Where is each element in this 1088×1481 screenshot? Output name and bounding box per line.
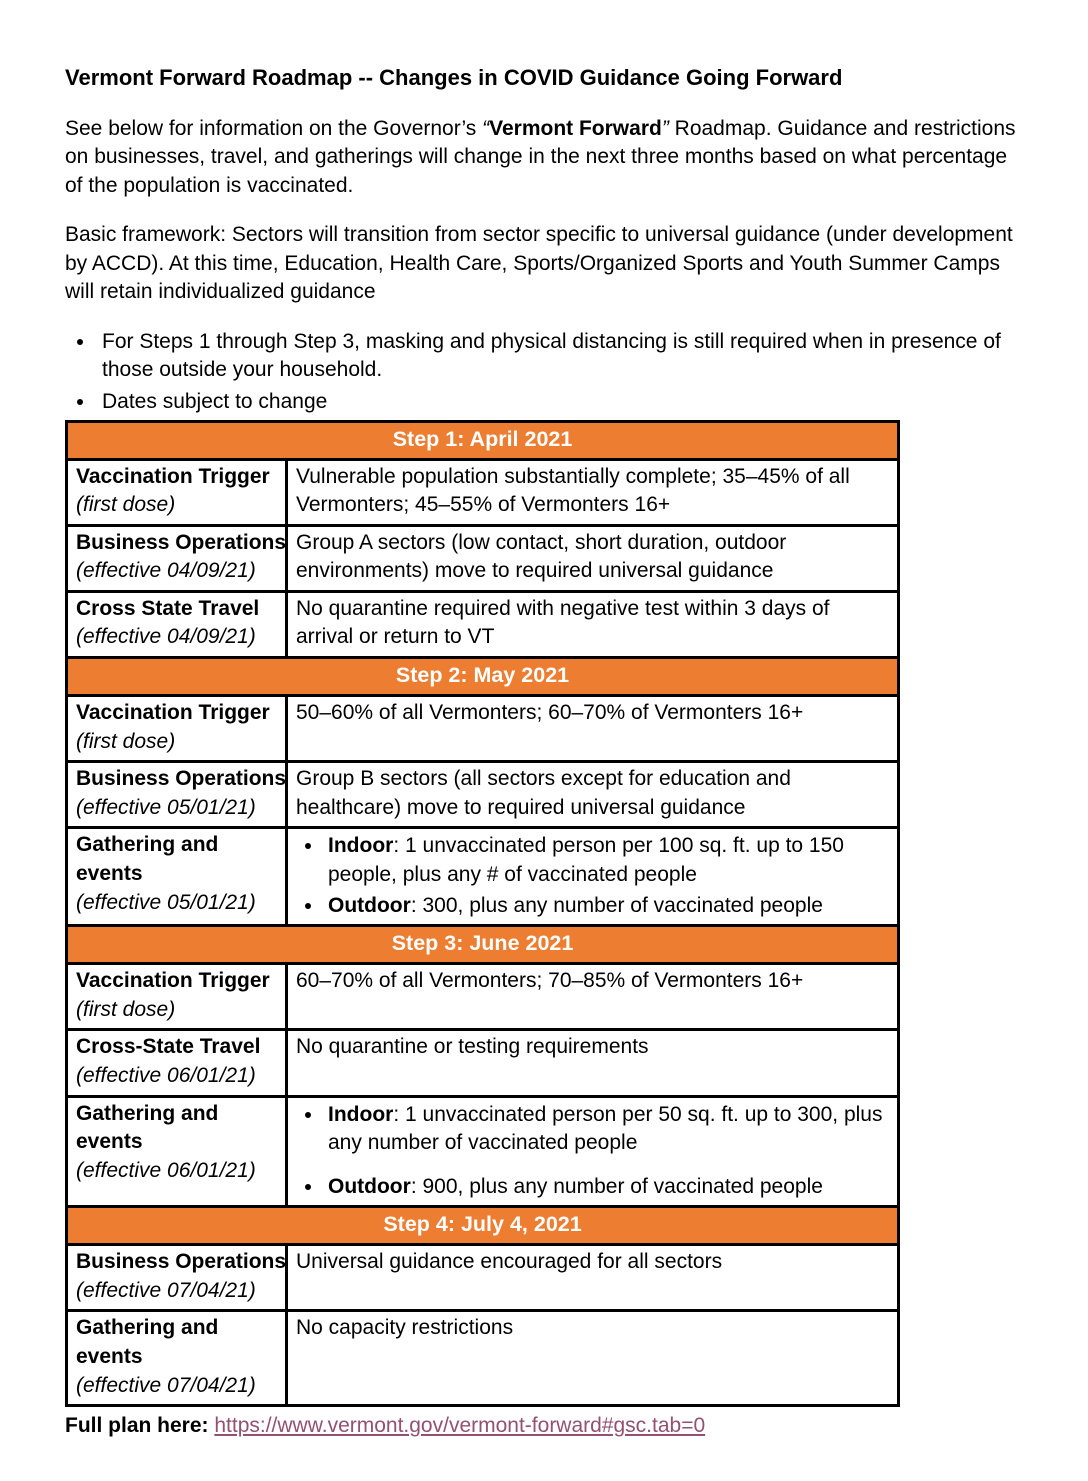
framework-paragraph: Basic framework: Sectors will transition from sector specific to universal guidance (under development by ACCD). At this time, Education, Health Care, Sports/Organized Sports and Youth Summer Camps will retain individualized guidance	[65, 223, 1013, 304]
table-row	[67, 696, 899, 762]
table-row	[67, 1030, 899, 1096]
row-label: Business Operations	[76, 1250, 287, 1274]
step-header-row	[67, 926, 899, 964]
row-label-cell	[67, 696, 287, 762]
row-content-cell: No capacity restrictions	[287, 1311, 899, 1406]
list-item: • Dates subject to change	[96, 388, 1028, 417]
row-effective-date: (effective 06/01/21)	[76, 1158, 256, 1182]
row-label: Business Operations	[76, 767, 287, 791]
row-label: Cross State Travel	[76, 596, 260, 620]
intro-segment: ”	[661, 116, 669, 140]
content-bullet: • Outdoor: 300, plus any number of vaccinated people	[324, 892, 889, 921]
row-label: events	[76, 1345, 143, 1369]
content-bullet: • Indoor: 1 unvaccinated person per 100 sq. ft. up to 150 people, plus any # of vaccinated people	[324, 832, 889, 889]
notes-list	[65, 328, 1028, 417]
table-row	[67, 459, 899, 525]
row-effective-date: (effective 05/01/21)	[76, 890, 256, 914]
row-label: Vaccination Trigger	[76, 701, 270, 725]
step-header-row	[67, 421, 899, 459]
full-plan-label: Full plan here:	[65, 1414, 209, 1438]
row-label-cell	[67, 1311, 287, 1406]
table-row	[67, 591, 899, 657]
table-row	[67, 1311, 899, 1406]
step-header-2: Step 2: May 2021	[67, 658, 899, 696]
row-label-cell	[67, 591, 287, 657]
table-row	[67, 964, 899, 1030]
row-effective-date: (effective 07/04/21)	[76, 1373, 256, 1397]
row-label-cell	[67, 1245, 287, 1311]
intro-segment: “	[482, 116, 490, 140]
row-label: Gathering and	[76, 833, 219, 857]
row-effective-date: (effective 07/04/21)	[76, 1278, 256, 1302]
intro-segment: Vermont Forward	[489, 116, 662, 140]
row-content-cell	[287, 1096, 899, 1207]
intro-segment: Roadmap. Guidance and restrictions on businesses, travel, and gatherings will change in the next three months based on what percentage of the population is vaccinated.	[65, 116, 1016, 197]
row-label-cell	[67, 1030, 287, 1096]
step-header-3: Step 3: June 2021	[67, 926, 899, 964]
intro-paragraph	[65, 115, 1028, 201]
table-row	[67, 525, 899, 591]
page-title: Vermont Forward Roadmap -- Changes in COVID Guidance Going Forward	[65, 65, 843, 90]
row-effective-date: (first dose)	[76, 493, 176, 517]
table-row	[67, 762, 899, 828]
step-header-row	[67, 1207, 899, 1245]
row-label: events	[76, 1130, 143, 1154]
content-bullet-list	[296, 1101, 889, 1202]
step-header-row	[67, 658, 899, 696]
row-label: Gathering and	[76, 1101, 219, 1125]
footer-line	[65, 1412, 1028, 1441]
row-content-cell: No quarantine or testing requirements	[287, 1030, 899, 1096]
row-label-cell	[67, 525, 287, 591]
row-label-cell	[67, 459, 287, 525]
row-label: Business Operations	[76, 530, 287, 554]
row-content-cell: No quarantine required with negative test within 3 days of arrival or return to VT	[287, 591, 899, 657]
step-header-1: Step 1: April 2021	[67, 421, 899, 459]
row-effective-date: (effective 04/09/21)	[76, 559, 256, 583]
table-row	[67, 1245, 899, 1311]
row-effective-date: (first dose)	[76, 729, 176, 753]
row-label-cell	[67, 762, 287, 828]
row-content-cell: 50–60% of all Vermonters; 60–70% of Vermonters 16+	[287, 696, 899, 762]
row-label-cell	[67, 828, 287, 926]
content-bullet: • Indoor: 1 unvaccinated person per 50 sq. ft. up to 300, plus any number of vaccinated people	[324, 1101, 889, 1158]
row-effective-date: (effective 06/01/21)	[76, 1063, 256, 1087]
content-bullet: • Outdoor: 900, plus any number of vaccinated people	[324, 1173, 889, 1202]
row-label-cell	[67, 964, 287, 1030]
content-bullet-list	[296, 832, 889, 920]
row-effective-date: (effective 05/01/21)	[76, 795, 256, 819]
row-label: Cross-State Travel	[76, 1035, 261, 1059]
intro-segment: See below for information on the Governor’s	[65, 116, 483, 140]
row-content-cell: Vulnerable population substantially complete; 35–45% of all Vermonters; 45–55% of Vermonters 16+	[287, 459, 899, 525]
row-content-cell	[287, 828, 899, 926]
table-row	[67, 828, 899, 926]
row-content-cell: Group B sectors (all sectors except for education and healthcare) move to required universal guidance	[287, 762, 899, 828]
table-row	[67, 1096, 899, 1207]
row-effective-date: (effective 04/09/21)	[76, 625, 256, 649]
row-label: Vaccination Trigger	[76, 969, 270, 993]
row-effective-date: (first dose)	[76, 997, 176, 1021]
row-label-cell	[67, 1096, 287, 1207]
list-item: • For Steps 1 through Step 3, masking and physical distancing is still required when in presence of those outside your household.	[96, 328, 1028, 385]
row-content-cell: Universal guidance encouraged for all sectors	[287, 1245, 899, 1311]
row-content-cell: 60–70% of all Vermonters; 70–85% of Vermonters 16+	[287, 964, 899, 1030]
row-label: events	[76, 862, 143, 885]
row-content-cell: Group A sectors (low contact, short duration, outdoor environments) move to required universal guidance	[287, 525, 899, 591]
step-header-4: Step 4: July 4, 2021	[67, 1207, 899, 1245]
row-label: Vaccination Trigger	[76, 464, 270, 488]
row-label: Gathering and	[76, 1316, 219, 1340]
full-plan-link[interactable]: https://www.vermont.gov/vermont-forward#gsc.tab=0	[214, 1414, 706, 1438]
roadmap-table	[65, 420, 900, 1408]
